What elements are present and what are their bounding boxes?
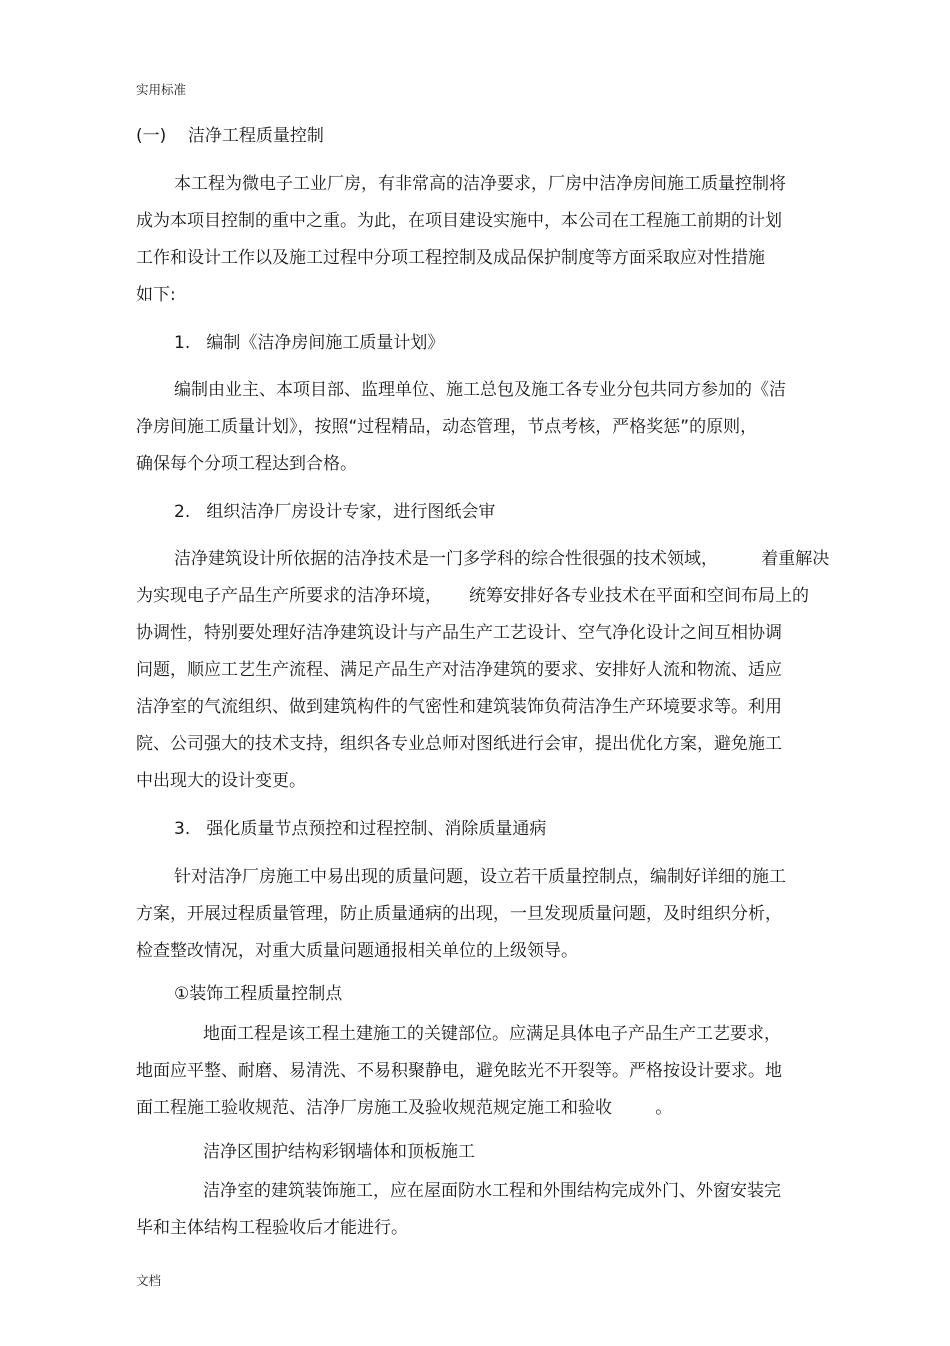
item3-line: 针对洁净厂房施工中易出现的质量问题，设立若干质量控制点，编制好详细的施工 (174, 867, 786, 887)
item3-line: 方案，开展过程质量管理，防止质量通病的出现，一旦发现质量问题，及时组织分析， (136, 904, 782, 924)
item1-line: 确保每个分项工程达到合格。 (136, 454, 357, 474)
sub1-heading: ①装饰工程质量控制点 (174, 984, 343, 1004)
sub2-line: 洁净室的建筑装饰施工，应在屋面防水工程和外围结构完成外门、外窗安装完 (203, 1181, 781, 1201)
page-footer: 文档 (136, 1273, 162, 1288)
sub2-heading: 洁净区围护结构彩钢墙体和顶板施工 (203, 1142, 475, 1162)
item1-line: 编制由业主、本项目部、监理单位、施工总包及施工各专业分包共同方参加的《洁 (174, 380, 786, 400)
item2-line: 中出现大的设计变更。 (136, 771, 306, 791)
sub2-line: 毕和主体结构工程验收后才能进行。 (136, 1218, 408, 1238)
item2-line: 协调性，特别要处理好洁净建筑设计与产品生产工艺设计、空气净化设计之间互相协调 (136, 623, 782, 643)
item3-line: 检查整改情况，对重大质量问题通报相关单位的上级领导。 (136, 941, 578, 961)
page-header: 实用标准 (136, 82, 187, 97)
item2-line: 为实现电子产品生产所要求的洁净环境， 统筹安排好各专业技术在平面和空间布局上的 (136, 586, 810, 606)
item2-heading: 2. 组织洁净厂房设计专家，进行图纸会审 (174, 502, 496, 522)
sub1-line: 地面工程是该工程土建施工的关键部位。应满足具体电子产品生产工艺要求， (203, 1024, 781, 1044)
item2-line: 问题，顺应工艺生产流程、满足产品生产对洁净建筑的要求、安排好人流和物流、适应 (136, 660, 782, 680)
item2-line: 院、公司强大的技术支持，组织各专业总师对图纸进行会审，提出优化方案，避免施工 (136, 734, 782, 754)
sub1-line: 地面应平整、耐磨、易清洗、不易积聚静电，避免眩光不开裂等。严格按设计要求。地 (136, 1061, 782, 1081)
intro-line: 成为本项目控制的重中之重。为此，在项目建设实施中，本公司在工程施工前期的计划 (136, 211, 782, 231)
item2-line: 洁净室的气流组织、做到建筑构件的气密性和建筑装饰负荷洁净生产环境要求等。利用 (136, 697, 782, 717)
item2-line: 洁净建筑设计所依据的洁净技术是一门多学科的综合性很强的技术领域， 着重解决 (174, 549, 830, 569)
intro-line: 如下: (136, 285, 176, 305)
intro-line: 工作和设计工作以及施工过程中分项工程控制及成品保护制度等方面采取应对性措施 (136, 248, 765, 268)
section-heading: (一) 洁净工程质量控制 (136, 126, 324, 146)
item1-heading: 1. 编制《洁净房间施工质量计划》 (174, 333, 445, 353)
intro-line: 本工程为微电子工业厂房，有非常高的洁净要求，厂房中洁净房间施工质量控制将 (174, 174, 786, 194)
item3-heading: 3. 强化质量节点预控和过程控制、消除质量通病 (174, 819, 547, 839)
sub1-line: 面工程施工验收规范、洁净厂房施工及验收规范规定施工和验收 。 (136, 1098, 673, 1118)
item1-line: 净房间施工质量计划》，按照“过程精品，动态管理，节点考核，严格奖惩”的原则， (136, 417, 758, 437)
